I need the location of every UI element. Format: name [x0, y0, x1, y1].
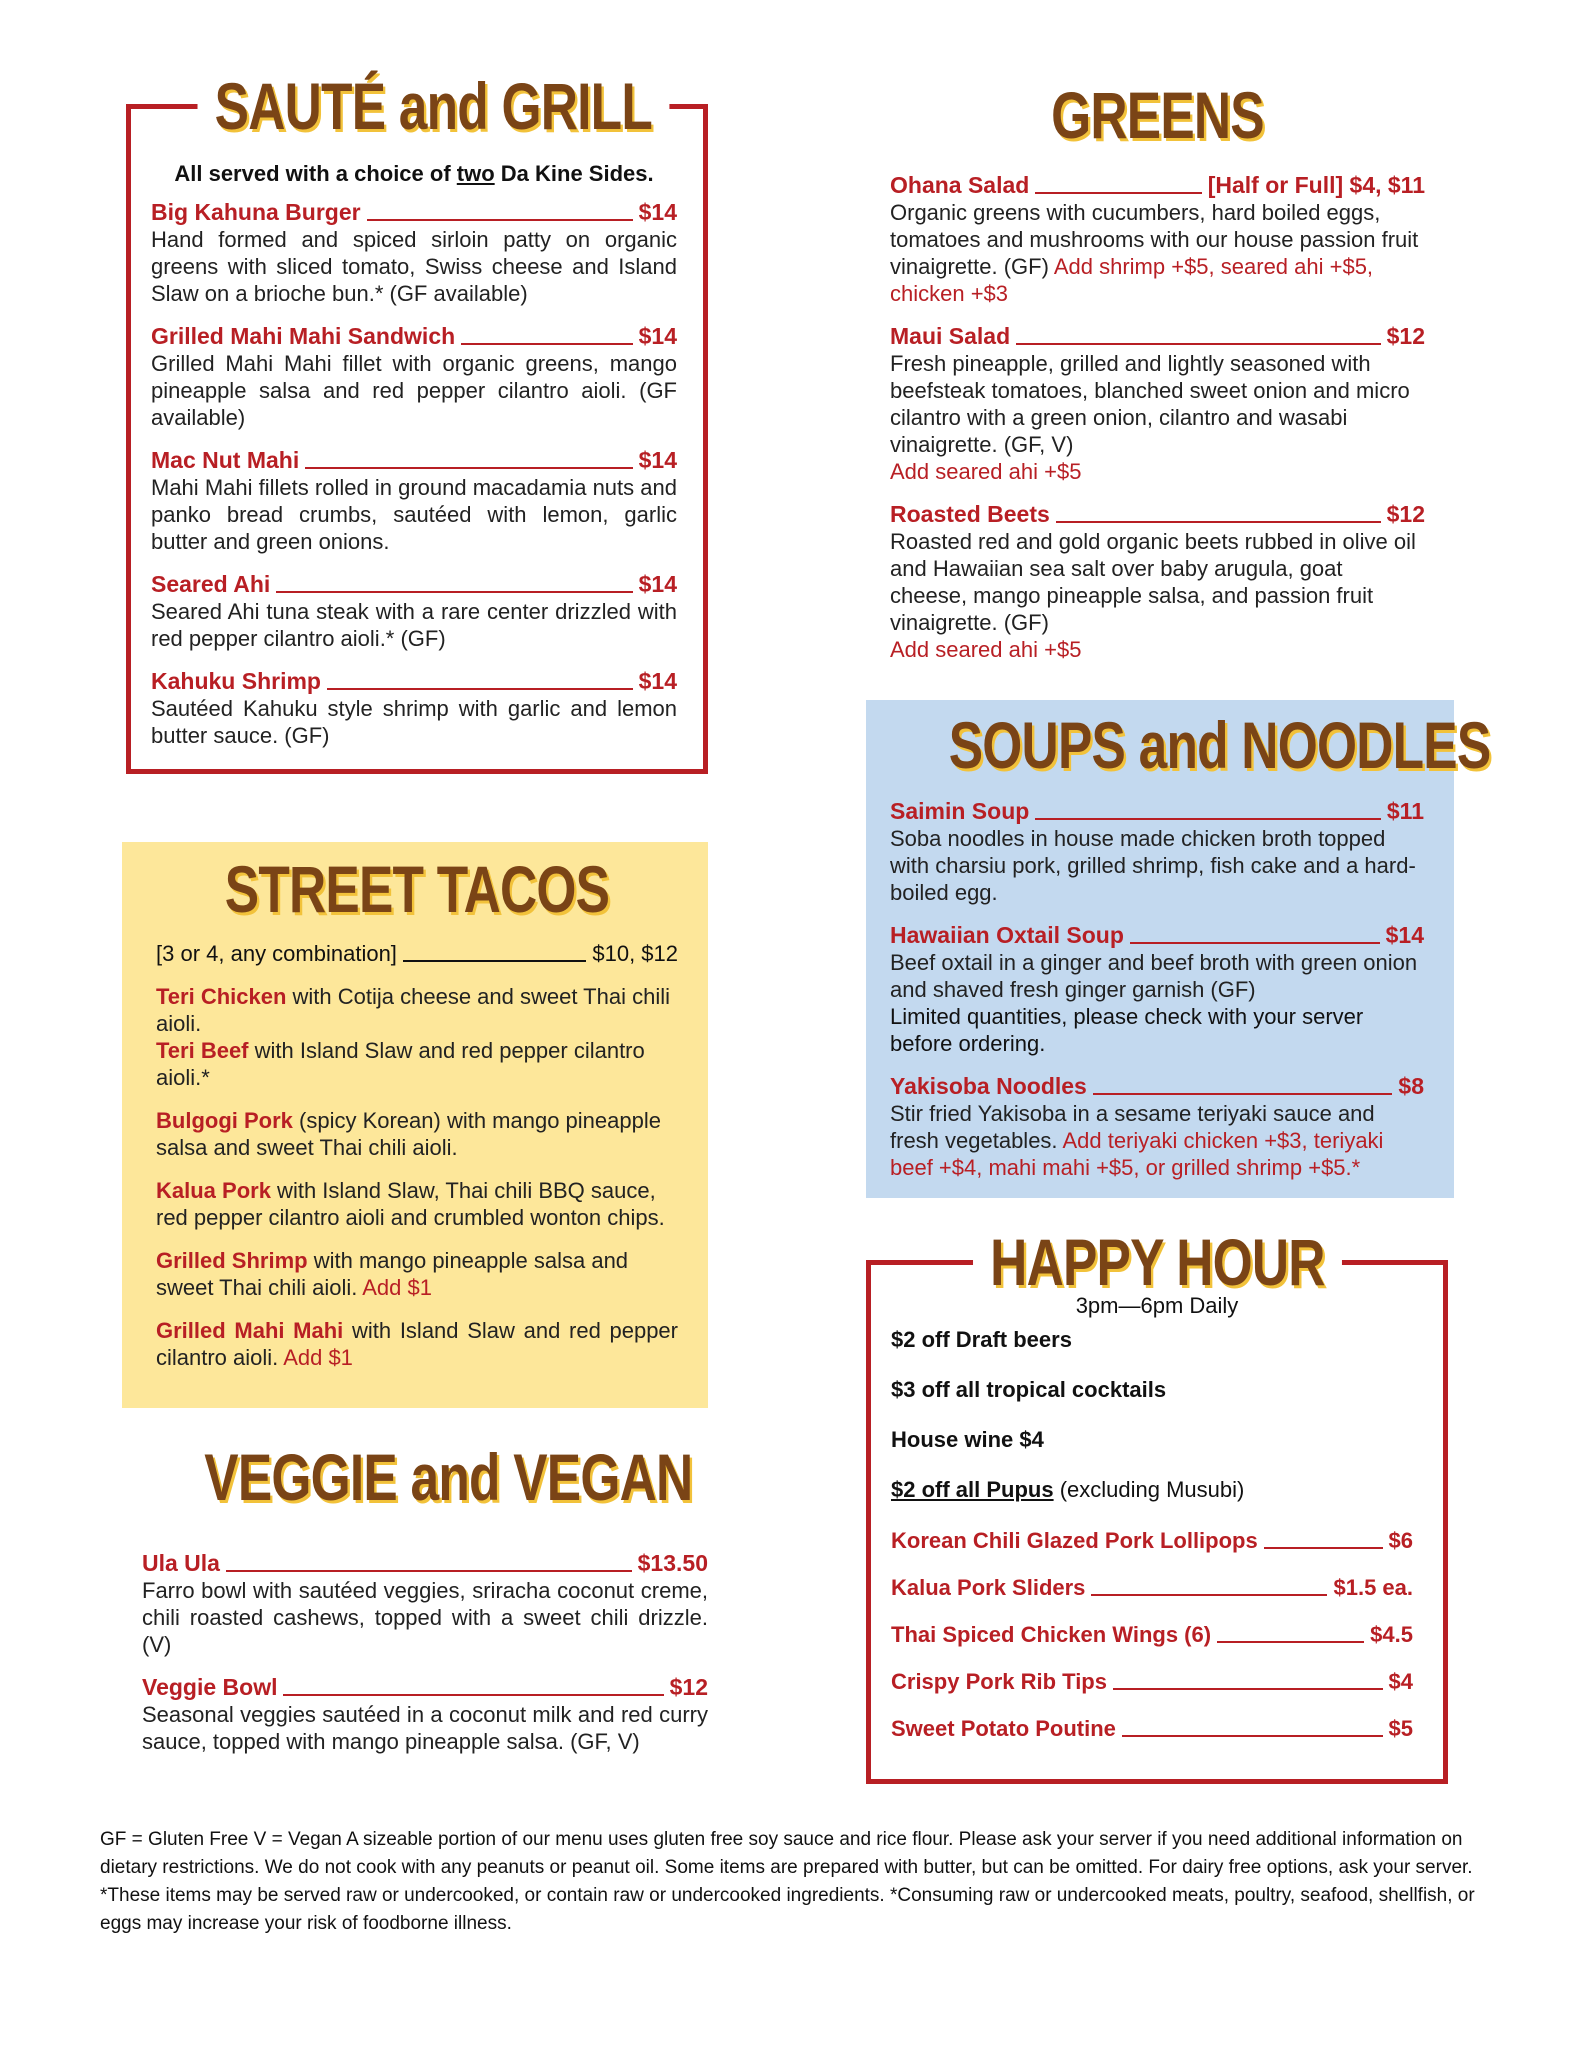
menu-item	[151, 571, 677, 652]
item-price: [Half or Full] $4, $11	[1207, 172, 1425, 198]
menu-item	[891, 1527, 1413, 1554]
soups-noodles-title: SOUPS and NOODLES	[948, 708, 1491, 782]
item-name: Ula Ula	[142, 1550, 220, 1576]
saute-grill-section	[126, 69, 708, 774]
menu-item	[890, 798, 1424, 906]
item-name: Ohana Salad	[890, 172, 1030, 198]
happy-hour-title: HAPPY HOUR	[973, 1229, 1342, 1295]
item-name: Roasted Beets	[890, 501, 1050, 527]
happy-hour-hours: 3pm—6pm Daily	[1075, 1293, 1239, 1318]
item-price: $14	[1385, 922, 1424, 948]
street-tacos-section	[122, 842, 708, 1408]
menu-item	[890, 1073, 1424, 1181]
item-addon: Add seared ahi +$5	[890, 637, 1082, 662]
veggie-vegan-section	[142, 1440, 708, 1794]
item-desc: Grilled Mahi Mahi fillet with organic greens, mango pineapple salsa and red pepper cilantro aioli. (GF available)	[151, 351, 677, 430]
taco-item: Kalua Pork with Island Slaw, Thai chili BBQ sauce, red pepper cilantro aioli and crumbled wonton chips.	[156, 1178, 665, 1230]
item-name: Sweet Potato Poutine	[891, 1716, 1116, 1741]
soups-noodles-section	[866, 700, 1491, 1198]
item-price: $14	[638, 199, 677, 225]
item-name: Yakisoba Noodles	[890, 1073, 1087, 1099]
menu-item	[151, 447, 677, 555]
item-price: $11	[1386, 798, 1424, 824]
menu-item	[890, 922, 1424, 1057]
taco-combo-price: $10, $12	[592, 941, 678, 966]
item-desc: Mahi Mahi fillets rolled in ground macadamia nuts and panko bread crumbs, sautéed with lemon, garlic butter and green onions.	[151, 475, 677, 554]
item-price: $14	[638, 668, 677, 694]
dietary-footnote: GF = Gluten Free V = Vegan A sizeable portion of our menu uses gluten free soy sauce and rice flour. Please ask your server if you need additional information on dietary restrictions. We do not cook with any peanuts or peanut oil. Some items are prepared with butter, but can be omitted. For dairy free options, ask your server. *These items may be served raw or undercooked, or contain raw or undercooked ingredients. *Consuming raw or undercooked meats, poultry, seafood, shellfish, or eggs may increase your risk of foodborne illness.	[100, 1829, 1475, 1934]
taco-item: Teri Beef with Island Slaw and red pepper cilantro aioli.*	[156, 1038, 645, 1090]
item-name: Maui Salad	[890, 323, 1011, 349]
item-name: Veggie Bowl	[142, 1674, 278, 1700]
item-name: Grilled Mahi Mahi Sandwich	[151, 323, 456, 349]
item-price: $14	[638, 447, 677, 473]
menu-item	[142, 1674, 708, 1755]
item-price: $12	[1386, 501, 1425, 527]
item-desc: Farro bowl with sautéed veggies, sriracha coconut creme, chili roasted cashews, topped with a sweet chili drizzle. (V)	[142, 1578, 708, 1657]
menu-item	[891, 1621, 1413, 1648]
menu-item	[151, 323, 677, 431]
menu-item	[151, 199, 677, 307]
item-price: $12	[1386, 323, 1425, 349]
saute-grill-title: SAUTÉ and GRILL	[198, 73, 670, 139]
saute-items	[151, 199, 677, 749]
item-price: $5	[1388, 1716, 1413, 1741]
item-desc: Beef oxtail in a ginger and beef broth with green onion and shaved fresh ginger garnish (GF)	[890, 950, 1418, 1002]
menu-item	[890, 172, 1425, 307]
menu-item	[890, 323, 1425, 485]
item-desc: Organic greens with cucumbers, hard boiled eggs, tomatoes and mushrooms with our house passion fruit vinaigrette. (GF) Add shrimp +$5, seared ahi +$5, chicken +$3	[890, 200, 1419, 306]
item-name: Big Kahuna Burger	[151, 199, 361, 225]
item-desc: Seared Ahi tuna steak with a rare center drizzled with red pepper cilantro aioli.* (GF)	[151, 599, 677, 651]
item-name: Korean Chili Glazed Pork Lollipops	[891, 1528, 1258, 1553]
menu-item	[151, 668, 677, 749]
item-desc: Roasted red and gold organic beets rubbed in olive oil and Hawaiian sea salt over baby arugula, goat cheese, mango pineapple salsa, and passion fruit vinaigrette. (GF)	[890, 529, 1416, 635]
item-price: $8	[1398, 1073, 1424, 1099]
item-desc: Fresh pineapple, grilled and lightly seasoned with beefsteak tomatoes, blanched sweet onion and micro cilantro with a green onion, cilantro and wasabi vinaigrette. (GF, V)	[890, 351, 1410, 457]
item-price: $4.5	[1370, 1622, 1413, 1647]
item-name: Thai Spiced Chicken Wings (6)	[891, 1622, 1212, 1647]
item-addon: Add seared ahi +$5	[890, 459, 1082, 484]
item-name: Crispy Pork Rib Tips	[891, 1669, 1107, 1694]
item-price: $14	[638, 323, 677, 349]
taco-item: Grilled Shrimp with mango pineapple salsa and sweet Thai chili aioli. Add $1	[156, 1248, 629, 1300]
taco-item: Grilled Mahi Mahi with Island Slaw and red pepper cilantro aioli. Add $1	[156, 1318, 678, 1370]
happy-hour-section	[866, 1225, 1448, 1784]
menu-item	[891, 1715, 1413, 1742]
menu-item	[891, 1668, 1413, 1695]
veggie-vegan-title: VEGGIE and VEGAN	[204, 1440, 693, 1514]
item-price: $14	[638, 571, 677, 597]
greens-title: GREENS	[1051, 78, 1264, 152]
item-desc: Seasonal veggies sautéed in a coconut milk and red curry sauce, topped with mango pineapple salsa. (GF, V)	[142, 1702, 708, 1754]
street-tacos-title: STREET TACOS	[224, 852, 610, 926]
happy-deal: $2 off all Pupus (excluding Musubi)	[891, 1477, 1245, 1502]
happy-deal: $2 off Draft beers	[891, 1327, 1072, 1352]
item-name: Saimin Soup	[890, 798, 1030, 824]
menu-item	[891, 1574, 1413, 1601]
taco-item: Bulgogi Pork (spicy Korean) with mango pineapple salsa and sweet Thai chili aioli.	[156, 1108, 661, 1160]
saute-note: All served with a choice of two Da Kine Sides.	[174, 161, 654, 186]
item-desc: Sautéed Kahuku style shrimp with garlic and lemon butter sauce. (GF)	[151, 696, 677, 748]
item-desc: Stir fried Yakisoba in a sesame teriyaki sauce and fresh vegetables. Add teriyaki chicken +$3, teriyaki beef +$4, mahi mahi +$5, or grilled shrimp +$5.*	[890, 1101, 1384, 1180]
item-desc: Hand formed and spiced sirloin patty on organic greens with sliced tomato, Swiss cheese and Island Slaw on a brioche bun.* (GF available)	[151, 227, 677, 306]
happy-deal: House wine $4	[891, 1427, 1044, 1452]
item-name: Kahuku Shrimp	[151, 668, 321, 694]
item-desc: Soba noodles in house made chicken broth topped with charsiu pork, grilled shrimp, fish cake and a hard-boiled egg.	[890, 826, 1416, 905]
taco-item: Teri Chicken with Cotija cheese and sweet Thai chili aioli.	[156, 984, 670, 1036]
item-price: $13.50	[637, 1550, 708, 1576]
item-name: Seared Ahi	[151, 571, 271, 597]
happy-deal: $3 off all tropical cocktails	[891, 1377, 1167, 1402]
item-price: $4	[1388, 1669, 1413, 1694]
item-name: Hawaiian Oxtail Soup	[890, 922, 1124, 948]
item-name: Kalua Pork Sliders	[891, 1575, 1086, 1600]
menu-item	[890, 501, 1425, 663]
taco-combo: [3 or 4, any combination] $10, $12	[156, 941, 678, 966]
greens-section	[890, 78, 1425, 662]
item-price: $12	[669, 1674, 708, 1700]
item-price: $1.5 ea.	[1333, 1575, 1413, 1600]
item-price: $6	[1388, 1528, 1413, 1553]
item-note: Limited quantities, please check with your server before ordering.	[890, 1004, 1364, 1056]
item-name: Mac Nut Mahi	[151, 447, 300, 473]
menu-item	[142, 1550, 708, 1658]
